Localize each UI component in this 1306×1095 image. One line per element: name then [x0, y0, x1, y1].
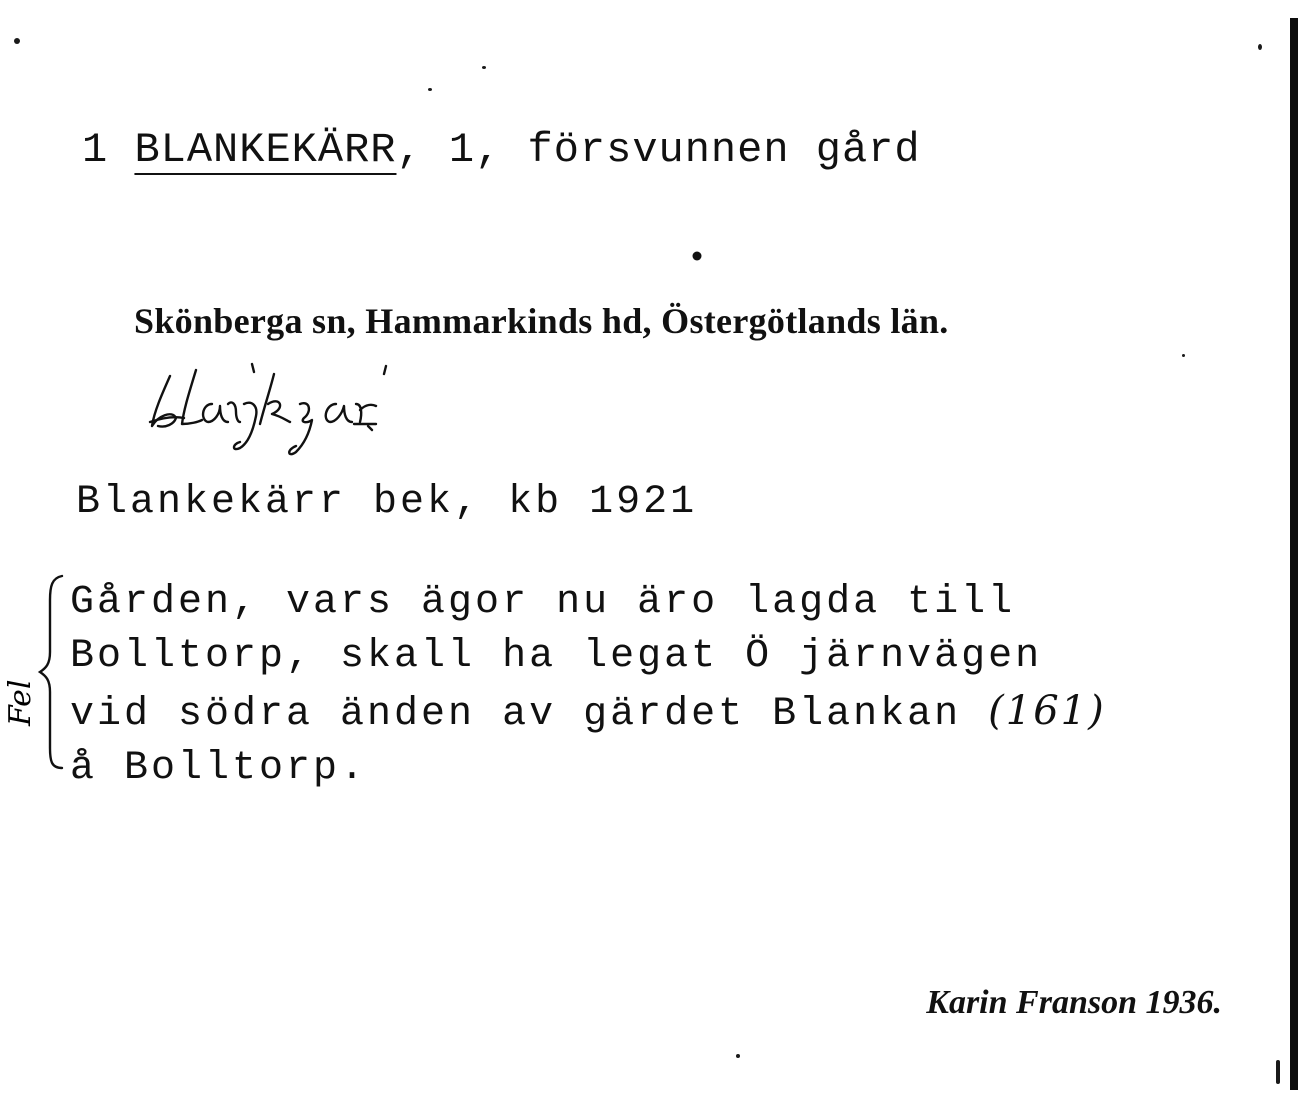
scan-speck	[428, 88, 432, 91]
scan-speck	[482, 66, 486, 69]
margin-note	[0, 648, 44, 728]
bullet-dot	[692, 251, 702, 261]
note-block	[70, 576, 1106, 796]
headline	[82, 126, 921, 174]
note-line: å Bolltorp.	[70, 746, 368, 791]
scan-speck	[1276, 1060, 1280, 1084]
scan-speck	[1182, 354, 1185, 357]
entry-number: 1	[82, 126, 109, 174]
handwritten-pronunciation	[140, 360, 460, 470]
note-line: Gården, vars ägor nu äro lagda till	[70, 580, 1016, 625]
scan-speck	[1258, 44, 1262, 50]
note-line	[70, 684, 1106, 742]
scan-speck	[736, 1054, 740, 1058]
source-reference: Blankekärr bek, kb 1921	[76, 480, 698, 525]
entry-description: , 1, försvunnen gård	[396, 126, 921, 174]
location-line: Skönberga sn, Hammarkinds hd, Östergötlands län.	[134, 301, 949, 341]
margin-note-text: Fel	[3, 679, 38, 726]
note-line: Bolltorp, skall ha legat Ö järnvägen	[70, 634, 1043, 679]
entry-name: BLANKEKÄRR	[134, 126, 397, 174]
card-edge-line	[1290, 18, 1298, 1090]
handwritten-reference: (161)	[988, 688, 1106, 734]
note-line-text: vid södra änden av gärdet Blankan	[70, 692, 989, 737]
signature: Karin Franson 1936.	[926, 984, 1222, 1021]
scan-speck	[14, 38, 20, 44]
